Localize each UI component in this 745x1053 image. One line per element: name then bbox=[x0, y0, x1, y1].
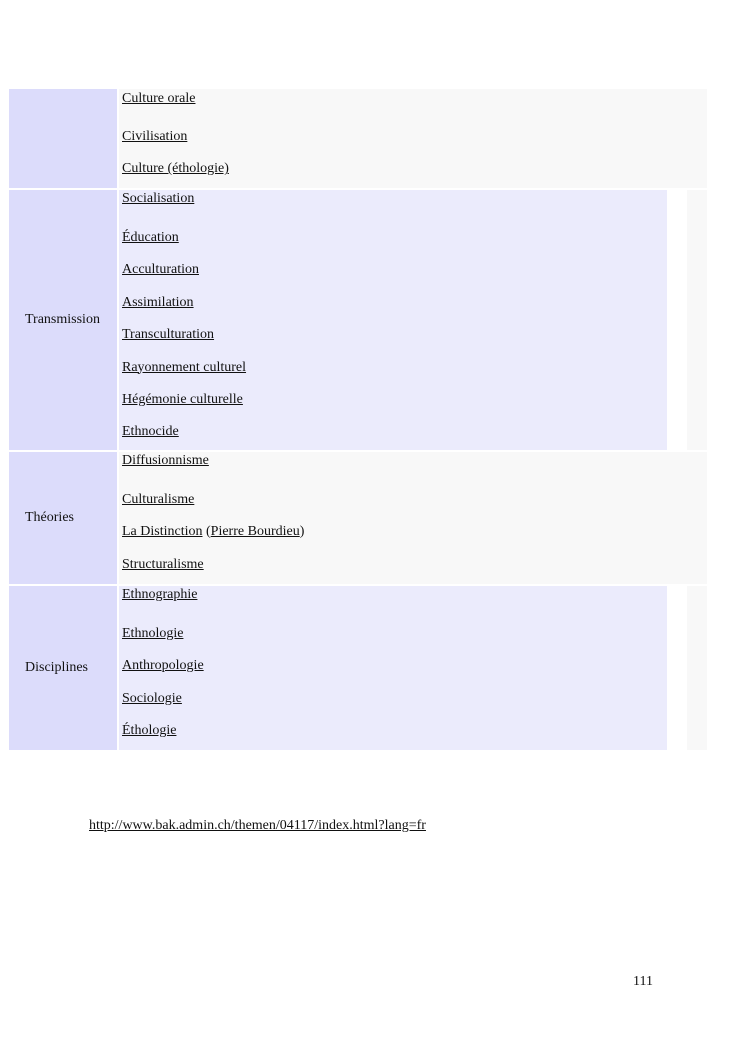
link-anthropologie[interactable]: Anthropologie bbox=[122, 658, 204, 674]
list-item bbox=[122, 121, 707, 153]
link-ethnocide[interactable]: Ethnocide bbox=[122, 424, 179, 440]
link-acculturation[interactable]: Acculturation bbox=[122, 262, 199, 278]
list-item bbox=[122, 618, 667, 650]
navbox-table bbox=[9, 89, 707, 750]
link-transculturation[interactable]: Transculturation bbox=[122, 327, 215, 343]
list-item bbox=[122, 416, 667, 448]
list-item bbox=[122, 586, 667, 618]
list-item bbox=[122, 683, 667, 715]
list-item bbox=[122, 352, 667, 384]
link-ethnographie[interactable]: Ethnographie bbox=[122, 587, 198, 602]
link-culture-orale[interactable]: Culture orale bbox=[122, 91, 196, 106]
link-pierre-bourdieu[interactable]: Pierre Bourdieu bbox=[210, 524, 300, 540]
list-item bbox=[122, 153, 707, 185]
link-sociologie[interactable]: Sociologie bbox=[122, 690, 182, 706]
link-culturalisme[interactable]: Culturalisme bbox=[122, 492, 195, 507]
page-number: 111 bbox=[633, 974, 653, 989]
group-label-empty bbox=[9, 89, 119, 188]
link-socialisation[interactable]: Socialisation bbox=[122, 191, 195, 206]
list-item bbox=[122, 190, 667, 222]
link-civilisation[interactable]: Civilisation bbox=[122, 129, 188, 144]
list-item bbox=[122, 89, 707, 121]
group-label-transmission: Transmission bbox=[9, 190, 119, 450]
row-tail bbox=[687, 586, 707, 750]
group-row-transmission bbox=[9, 188, 707, 450]
footnote-url-link[interactable]: http://www.bak.admin.ch/themen/04117/index.html?lang=fr bbox=[89, 818, 426, 833]
list-item bbox=[122, 319, 667, 351]
paren-open: ( bbox=[202, 524, 211, 540]
link-la-distinction[interactable]: La Distinction bbox=[122, 524, 203, 540]
group-list bbox=[119, 452, 707, 584]
link-assimilation[interactable]: Assimilation bbox=[122, 294, 194, 310]
group-label-disciplines: Disciplines bbox=[9, 586, 119, 750]
list-item bbox=[122, 254, 667, 286]
link-structuralisme[interactable]: Structuralisme bbox=[122, 556, 204, 572]
list-item bbox=[122, 287, 667, 319]
list-item bbox=[122, 715, 667, 747]
list-item bbox=[122, 452, 707, 484]
list-item bbox=[122, 516, 707, 548]
list-item bbox=[122, 484, 707, 516]
link-rayonnement-culturel[interactable]: Rayonnement culturel bbox=[122, 359, 247, 375]
row-tail bbox=[687, 190, 707, 450]
group-row-disciplines bbox=[9, 584, 707, 750]
link-education[interactable]: Éducation bbox=[122, 230, 179, 245]
group-row-culture bbox=[9, 89, 707, 188]
group-list bbox=[119, 89, 707, 188]
link-ethologie[interactable]: Éthologie bbox=[122, 723, 177, 739]
group-label-theories: Théories bbox=[9, 452, 119, 584]
list-item bbox=[122, 222, 667, 254]
link-hegemonie-culturelle[interactable]: Hégémonie culturelle bbox=[122, 391, 243, 407]
link-ethnologie[interactable]: Ethnologie bbox=[122, 626, 184, 641]
group-list bbox=[119, 190, 667, 450]
group-row-theories bbox=[9, 450, 707, 584]
paren-close: ) bbox=[299, 524, 305, 540]
list-item bbox=[122, 384, 667, 416]
list-item bbox=[122, 549, 707, 581]
group-list bbox=[119, 586, 667, 750]
link-diffusionnisme[interactable]: Diffusionnisme bbox=[122, 453, 209, 468]
list-item bbox=[122, 650, 667, 682]
link-culture-ethologie[interactable]: Culture (éthologie) bbox=[122, 161, 229, 177]
